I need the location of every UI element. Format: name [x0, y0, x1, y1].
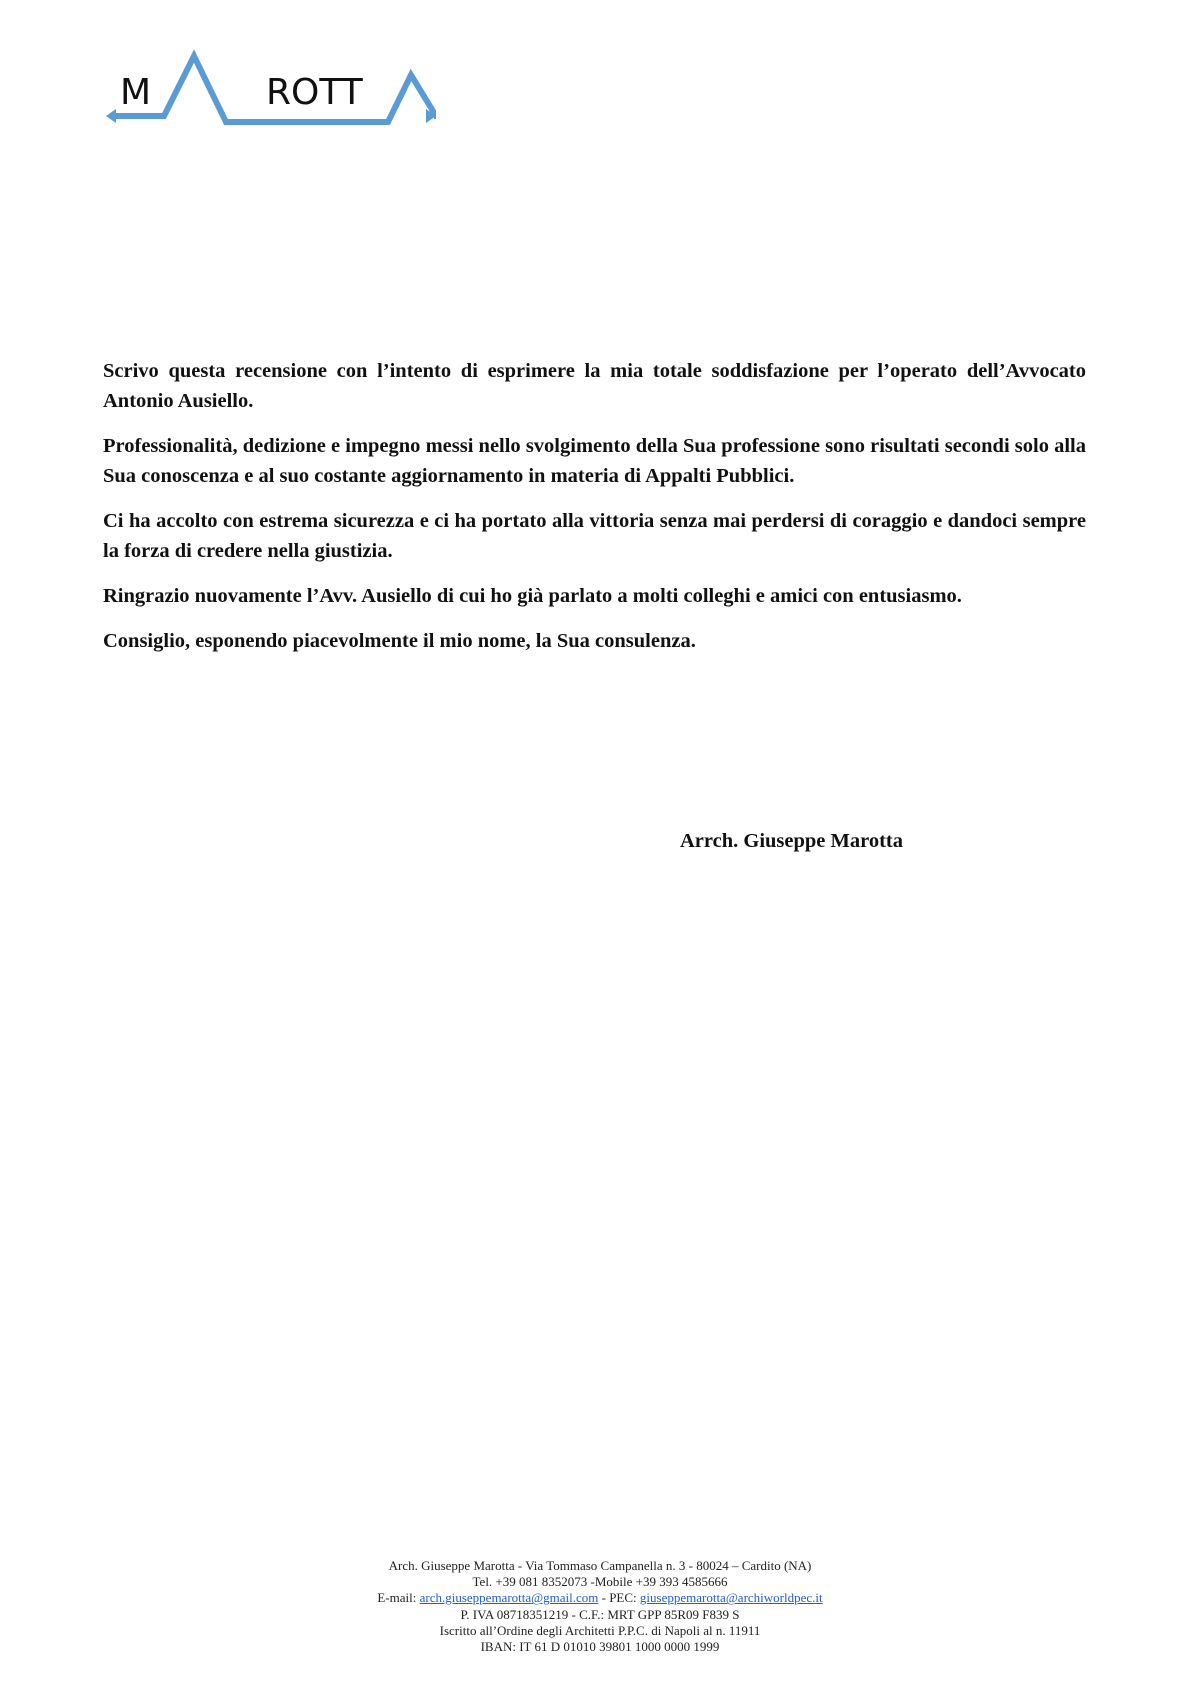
paragraph: Scrivo questa recensione con l’intento di esprimere la mia totale soddisfazione per l’operato dell’Avvocato Antonio Ausiello. — [103, 360, 1086, 412]
logo-text-m: M — [120, 72, 152, 113]
footer-iban: IBAN: IT 61 D 01010 39801 1000 0000 1999 — [480, 1639, 720, 1655]
pec-link[interactable]: giuseppemarotta@archiworldpec.it — [639, 1590, 823, 1606]
letter-body — [103, 356, 1086, 671]
footer-phone: Tel. +39 081 8352073 -Mobile +39 393 4585666 — [472, 1574, 728, 1590]
paragraph: Ringrazio nuovamente l’Avv. Ausiello di cui ho già parlato a molti colleghi e amici con entusiasmo. — [103, 585, 962, 607]
paragraph: Ci ha accolto con estrema sicurezza e ci ha portato alla vittoria senza mai perdersi di coraggio e dandoci sempre la forza di credere nella giustizia. — [103, 510, 1086, 562]
email-link[interactable]: arch.giuseppemarotta@gmail.com — [419, 1590, 599, 1606]
signature: Arrch. Giuseppe Marotta — [680, 830, 904, 852]
logo-mountain-line-icon — [106, 48, 436, 132]
paragraph: Professionalità, dedizione e impegno messi nello svolgimento della Sua professione sono risultati secondi solo alla Sua conoscenza e al suo costante aggiornamento in materia di Appalti Pubblici. — [103, 435, 1086, 487]
footer-contacts — [0, 1590, 1200, 1606]
footer — [0, 1558, 1200, 1655]
footer-registration: Iscritto all’Ordine degli Architetti P.P.C. di Napoli al n. 11911 — [439, 1622, 761, 1638]
pec-label: - PEC: — [598, 1590, 640, 1606]
marotta-logo — [106, 48, 436, 132]
paragraph: Consiglio, esponendo piacevolmente il mio nome, la Sua consulenza. — [103, 630, 696, 652]
logo-text-rott: ROTT — [266, 72, 363, 113]
footer-tax: P. IVA 08718351219 - C.F.: MRT GPP 85R09 F839 S — [460, 1606, 740, 1622]
footer-address: Arch. Giuseppe Marotta - Via Tommaso Campanella n. 3 - 80024 – Cardito (NA) — [388, 1558, 812, 1573]
email-label: E-mail: — [377, 1590, 420, 1606]
